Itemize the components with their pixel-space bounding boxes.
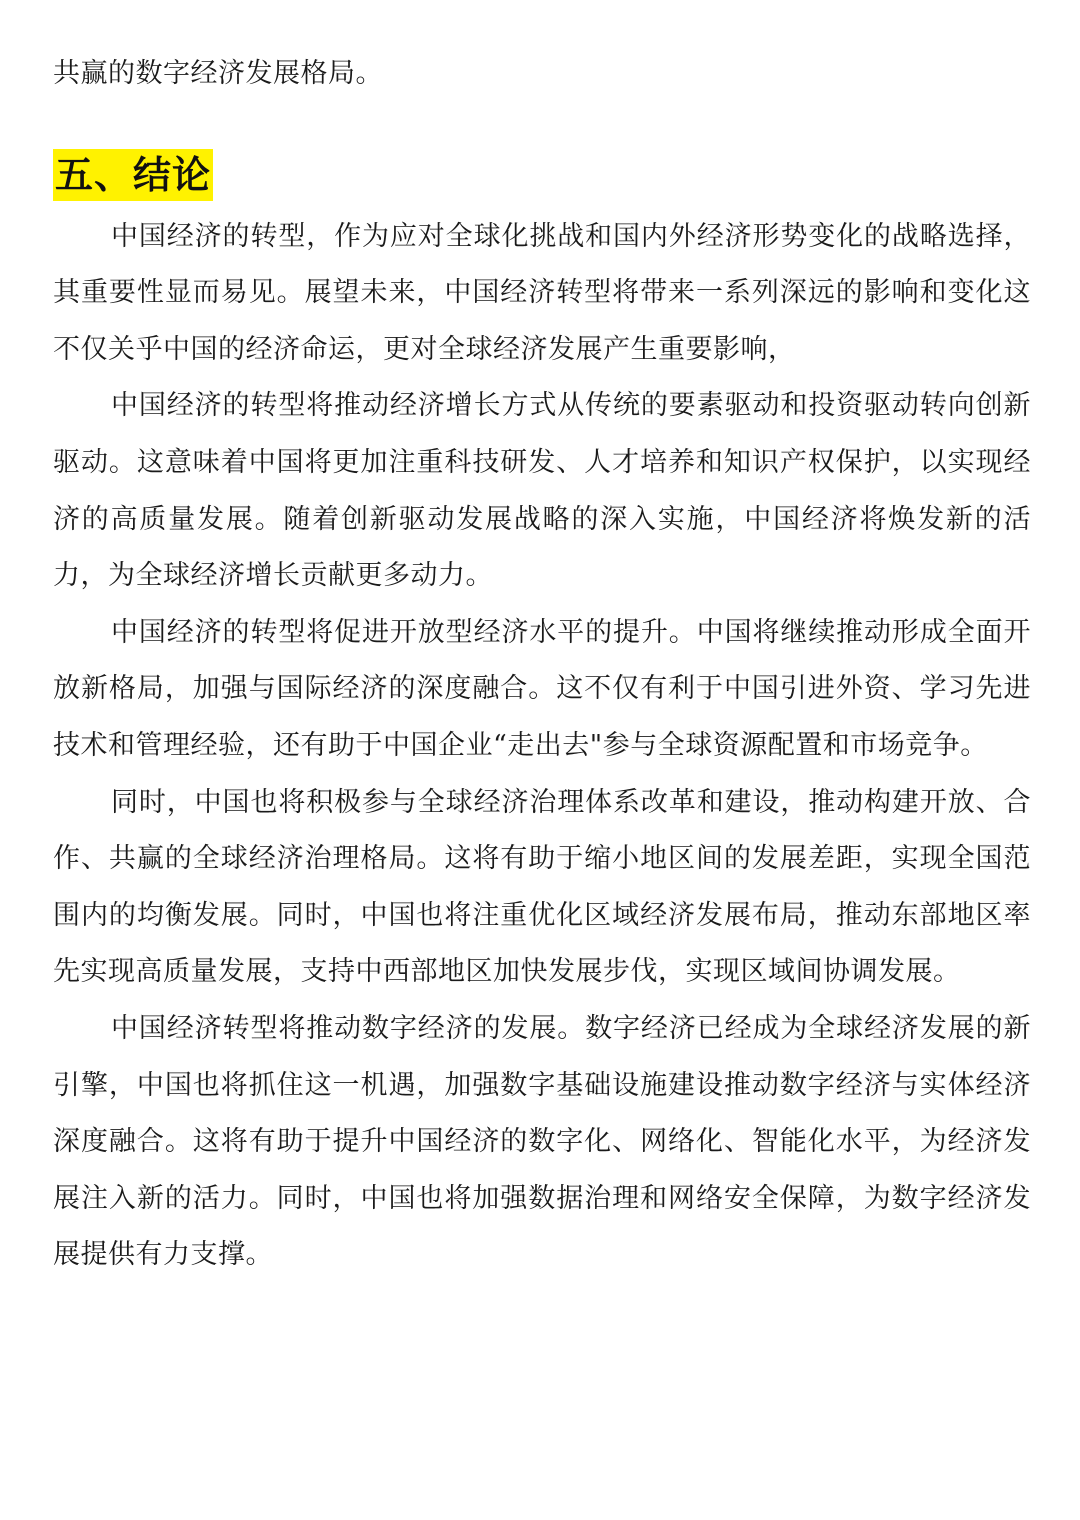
section-heading: 五、结论 bbox=[53, 149, 213, 201]
document-body bbox=[53, 46, 1031, 1284]
intro-tail-paragraph: 共赢的数字经济发展格局。 bbox=[53, 58, 383, 89]
conclusion-paragraph-3: 中国经济的转型将促进开放型经济水平的提升。中国将继续推动形成全面开放新格局，加强与国际经济的深度融合。这不仅有利于中国引进外资、学习先进技术和管理经验，还有助于中国企业“走出去"参与全球资源配置和市场竞争。 bbox=[53, 616, 1031, 761]
conclusion-paragraph-2: 中国经济的转型将推动经济增长方式从传统的要素驱动和投资驱动转向创新驱动。这意味着中国将更加注重科技研发、人才培养和知识产权保护，以实现经济的高质量发展。随着创新驱动发展战略的深入实施，中国经济将焕发新的活力，为全球经济增长贡献更多动力。 bbox=[53, 390, 1031, 592]
section-heading-wrap bbox=[53, 149, 1031, 205]
conclusion-paragraph-4: 同时，中国也将积极参与全球经济治理体系改革和建设，推动构建开放、合作、共赢的全球经济治理格局。这将有助于缩小地区间的发展差距，实现全国范围内的均衡发展。同时，中国也将注重优化区域经济发展布局，推动东部地区率先实现高质量发展，支持中西部地区加快发展步伐，实现区域间协调发展。 bbox=[53, 786, 1031, 988]
conclusion-paragraph-5: 中国经济转型将推动数字经济的发展。数字经济已经成为全球经济发展的新引擎，中国也将抓住这一机遇，加强数字基础设施建设推动数字经济与实体经济深度融合。这将有助于提升中国经济的数字化、网络化、智能化水平，为经济发展注入新的活力。同时，中国也将加强数据治理和网络安全保障，为数字经济发展提供有力支撑。 bbox=[53, 1012, 1031, 1271]
conclusion-paragraph-1: 中国经济的转型，作为应对全球化挑战和国内外经济形势变化的战略选择，其重要性显而易见。展望未来，中国经济转型将带来一系列深远的影响和变化这不仅关乎中国的经济命运，更对全球经济发展产生重要影响， bbox=[53, 220, 1031, 365]
